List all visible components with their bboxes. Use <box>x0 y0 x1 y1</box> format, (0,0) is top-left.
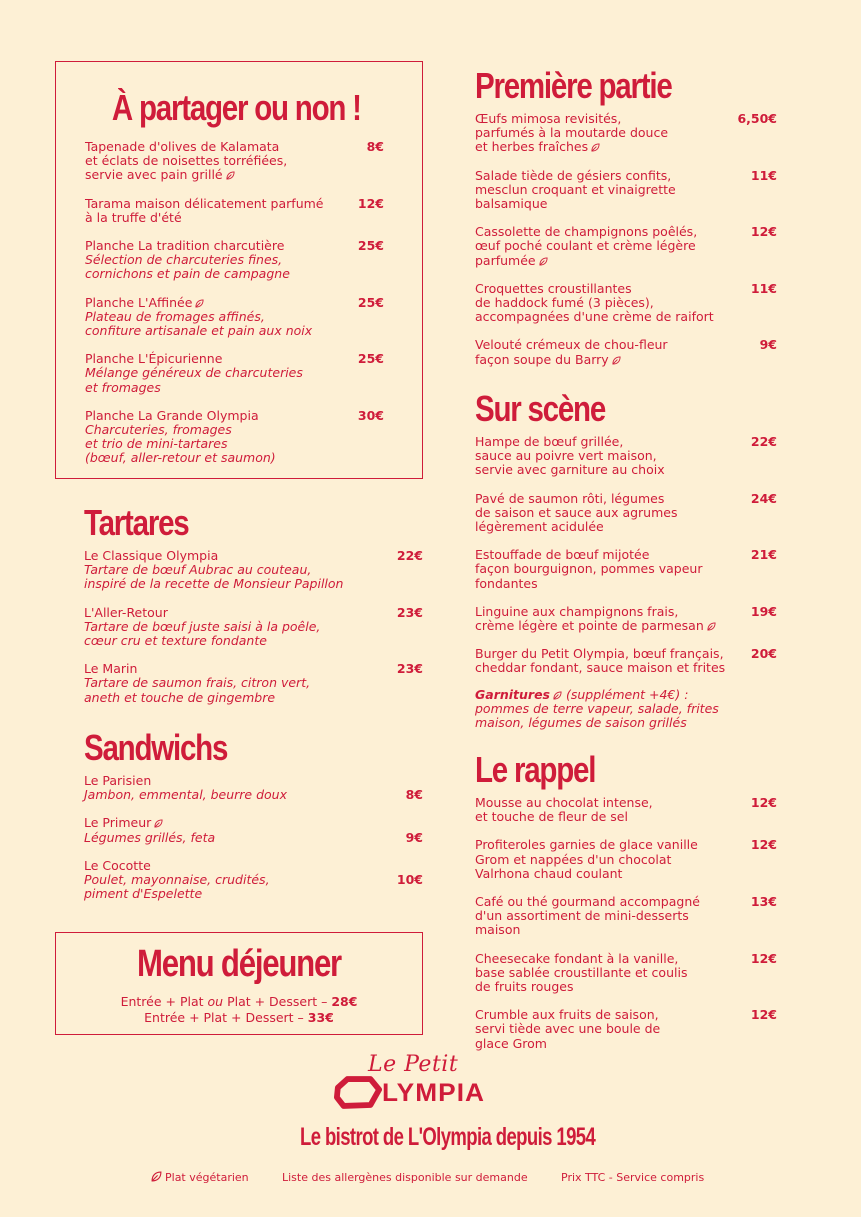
item-description: parfumés à la moutarde douce <box>475 125 669 141</box>
brand-tagline: Le bistrot de L'Olympia depuis 1954 <box>300 1123 596 1151</box>
item-price: 25€ <box>357 294 384 310</box>
tartares-list <box>84 549 423 705</box>
item-description: mesclun croquant et vinaigrette <box>475 181 676 197</box>
item-description: sauce au poivre vert maison, <box>475 448 657 464</box>
menu-item <box>84 774 423 802</box>
menu-item <box>84 816 423 844</box>
leaf-icon <box>226 171 235 180</box>
item-name: Le Cocotte <box>84 857 151 873</box>
item-description: servie avec pain grillé <box>85 168 344 182</box>
item-price: 12€ <box>750 950 777 966</box>
menu-item <box>475 605 777 633</box>
item-price: 25€ <box>357 351 384 367</box>
item-description: Valrhona chaud coulant <box>475 865 623 881</box>
item-price: 13€ <box>750 894 777 910</box>
item-description: cornichons et pain de campagne <box>85 266 290 282</box>
dejeuner-line-2: Entrée + Plat + Dessert – 33€ <box>144 1010 334 1025</box>
item-name: Pavé de saumon rôti, légumes <box>475 490 665 506</box>
menu-item <box>85 239 384 282</box>
leaf-icon <box>707 622 716 631</box>
garnitures-note: Garnitures (supplément +4€) : pommes de terre vapeur, salade, frites maison, légumes de saison grillés <box>475 686 719 731</box>
item-description: et herbes fraîches <box>475 140 737 154</box>
leaf-icon <box>539 257 548 266</box>
item-name: Cassolette de champignons poêlés, <box>475 224 698 240</box>
item-price: 12€ <box>357 195 384 211</box>
garnitures-label: Garnitures <box>475 686 550 702</box>
menu-item <box>475 548 777 591</box>
item-price: 11€ <box>750 167 777 183</box>
item-price: 23€ <box>396 604 423 620</box>
menu-item <box>84 662 423 705</box>
olympia-o-mark <box>334 1076 382 1109</box>
item-price: 9€ <box>759 337 777 353</box>
item-name: Tapenade d'olives de Kalamata <box>85 139 280 154</box>
item-price: 8€ <box>366 139 384 154</box>
dejeuner-box <box>55 932 423 1035</box>
item-price: 23€ <box>396 661 423 677</box>
item-name: Planche La Grande Olympia <box>85 407 259 423</box>
item-description: légèrement acidulée <box>475 519 604 535</box>
item-price: 22€ <box>750 434 777 449</box>
item-name: Hampe de bœuf grillée, <box>475 434 624 449</box>
menu-item <box>84 859 423 902</box>
menu-item <box>85 296 384 339</box>
item-price: 6,50€ <box>737 111 777 126</box>
menu-item <box>475 169 777 212</box>
item-description: Jambon, emmental, beurre doux <box>84 787 288 803</box>
item-price: 25€ <box>357 238 384 254</box>
item-description: aneth et touche de gingembre <box>84 689 276 705</box>
item-description: base sablée croustillante et coulis <box>475 964 688 980</box>
rappel-section <box>475 749 777 1051</box>
tartares-title: Tartares <box>84 502 189 543</box>
sandwichs-title: Sandwichs <box>84 727 228 768</box>
item-description: servie avec garniture au choix <box>475 462 665 478</box>
item-description: Tartare de bœuf Aubrac au couteau, <box>84 562 312 578</box>
item-description: cheddar fondant, sauce maison et frites <box>475 660 726 676</box>
item-description: d'un assortiment de mini-desserts <box>475 908 689 924</box>
brand-logo <box>330 1050 530 1120</box>
menu-item <box>85 409 384 466</box>
item-price: 24€ <box>750 490 777 506</box>
item-description: et trio de mini-tartares <box>85 436 228 452</box>
menu-item <box>475 112 777 155</box>
menu-item <box>475 225 777 268</box>
item-name: Le Parisien <box>84 773 152 788</box>
partager-title: À partager ou non ! <box>111 87 361 128</box>
item-description: Tartare de bœuf juste saisi à la poêle, <box>84 618 321 634</box>
item-name: Estouffade de bœuf mijotée <box>475 547 650 563</box>
item-description: confiture artisanale et pain aux noix <box>85 323 313 339</box>
item-name: Mousse au chocolat intense, <box>475 795 653 810</box>
item-name: Cheesecake fondant à la vanille, <box>475 950 679 966</box>
item-description: cœur cru et texture fondante <box>84 633 267 649</box>
item-description: façon bourguignon, pommes vapeur <box>475 561 703 577</box>
item-name: Crumble aux fruits de saison, <box>475 1007 659 1023</box>
leaf-icon <box>195 299 204 308</box>
item-name: Velouté crémeux de chou-fleur <box>475 337 668 353</box>
item-description: Plateau de fromages affinés, <box>85 308 265 324</box>
item-name: Le Primeur <box>84 816 383 830</box>
menu-item <box>475 895 777 938</box>
item-description: façon soupe du Barry <box>475 353 737 367</box>
menu-item <box>475 282 777 325</box>
item-name: Le Classique Olympia <box>84 548 219 563</box>
dejeuner-line-1: Entrée + Plat ou Plat + Dessert – 28€ <box>120 994 358 1009</box>
item-description: parfumée <box>475 254 737 268</box>
item-price: 10€ <box>396 872 423 887</box>
item-description: maison <box>475 922 521 938</box>
item-description: Mélange généreux de charcuteries <box>85 365 303 381</box>
item-name: Le Marin <box>84 661 138 677</box>
tartares-section <box>55 502 423 705</box>
menu-item <box>84 549 423 592</box>
item-name: L'Aller-Retour <box>84 604 168 620</box>
item-description: servi tiède avec une boule de <box>475 1021 661 1037</box>
menu-item <box>85 197 384 225</box>
item-name: Planche La tradition charcutière <box>85 238 285 254</box>
item-price: 8€ <box>405 787 423 803</box>
item-price: 30€ <box>357 407 384 423</box>
item-name: Planche L'Épicurienne <box>85 351 223 367</box>
item-price: 22€ <box>396 548 423 563</box>
scene-list <box>475 435 777 676</box>
menu-item <box>84 606 423 649</box>
item-description: Légumes grillés, feta <box>84 829 216 845</box>
leaf-icon <box>553 691 562 700</box>
item-name: Burger du Petit Olympia, bœuf français, <box>475 646 724 662</box>
item-description: de haddock fumé (3 pièces), <box>475 295 654 311</box>
partager-box <box>55 61 423 479</box>
item-name: Œufs mimosa revisités, <box>475 111 622 126</box>
footer-allergens: Liste des allergènes disponible sur demande <box>282 1171 528 1184</box>
item-description: à la truffe d'été <box>85 209 182 225</box>
menu-item <box>475 492 777 535</box>
premiere-section <box>475 65 777 367</box>
menu-item <box>475 796 777 824</box>
sandwichs-list <box>84 774 423 901</box>
item-description: piment d'Espelette <box>84 886 203 902</box>
item-description: glace Grom <box>475 1035 547 1051</box>
menu-item <box>475 838 777 881</box>
leaf-icon <box>612 356 621 365</box>
item-description: et éclats de noisettes torréfiées, <box>85 153 288 169</box>
item-description: crème légère et pointe de parmesan <box>475 619 737 633</box>
premiere-title: Première partie <box>475 65 672 106</box>
brand-script: Le Petit <box>368 1052 459 1077</box>
dejeuner-title: Menu déjeuner <box>137 943 341 985</box>
item-price: 20€ <box>750 646 777 662</box>
item-price: 19€ <box>750 603 777 619</box>
item-description: inspiré de la recette de Monsieur Papillon <box>84 576 344 592</box>
item-name: Salade tiède de gésiers confits, <box>475 167 672 183</box>
brand-name: LYMPIA <box>382 1079 486 1107</box>
item-description: accompagnées d'une crème de raifort <box>475 309 714 325</box>
footer-veg-legend: Plat végétarien <box>151 1171 249 1184</box>
item-price: 12€ <box>750 837 777 853</box>
item-description: de saison et sauce aux agrumes <box>475 504 678 520</box>
item-description: de fruits rouges <box>475 979 574 995</box>
item-price: 9€ <box>405 829 423 845</box>
partager-list <box>85 140 384 466</box>
menu-item <box>85 352 384 395</box>
menu-item <box>475 1008 777 1051</box>
footer-prices: Prix TTC - Service compris <box>561 1171 705 1184</box>
item-name: Profiteroles garnies de glace vanille <box>475 837 698 853</box>
menu-item <box>475 647 777 675</box>
scene-title: Sur scène <box>475 388 606 429</box>
item-price: 11€ <box>750 280 777 296</box>
scene-section <box>475 388 777 731</box>
rappel-title: Le rappel <box>475 749 596 790</box>
menu-item <box>85 140 384 183</box>
rappel-list <box>475 796 777 1051</box>
item-description: Sélection de charcuteries fines, <box>85 252 283 268</box>
item-price: 21€ <box>750 547 777 563</box>
item-name: Croquettes croustillantes <box>475 280 632 296</box>
item-description: Tartare de saumon frais, citron vert, <box>84 675 311 691</box>
item-name: Linguine aux champignons frais, <box>475 603 679 619</box>
item-price: 12€ <box>750 224 777 240</box>
menu-item <box>475 338 777 366</box>
menu-item <box>475 435 777 478</box>
leaf-icon <box>154 819 163 828</box>
item-price: 12€ <box>750 795 777 810</box>
item-price: 12€ <box>750 1007 777 1023</box>
item-name: Café ou thé gourmand accompagné <box>475 894 700 910</box>
menu-item <box>475 952 777 995</box>
item-description: Grom et nappées d'un chocolat <box>475 851 672 867</box>
leaf-icon <box>591 143 600 152</box>
sandwichs-section <box>55 727 423 902</box>
item-description: et touche de fleur de sel <box>475 809 628 825</box>
item-description: œuf poché coulant et crème légère <box>475 238 696 254</box>
item-description: balsamique <box>475 196 548 212</box>
item-name: Tarama maison délicatement parfumé <box>85 195 324 211</box>
item-description: Charcuteries, fromages <box>85 422 232 438</box>
item-description: fondantes <box>475 575 538 591</box>
premiere-list <box>475 112 777 367</box>
item-description: Poulet, mayonnaise, crudités, <box>84 872 270 888</box>
leaf-icon <box>151 1171 162 1182</box>
item-description: et fromages <box>85 379 161 395</box>
item-name: Planche L'Affinée <box>85 296 344 310</box>
item-description: (bœuf, aller-retour et saumon) <box>85 450 276 466</box>
